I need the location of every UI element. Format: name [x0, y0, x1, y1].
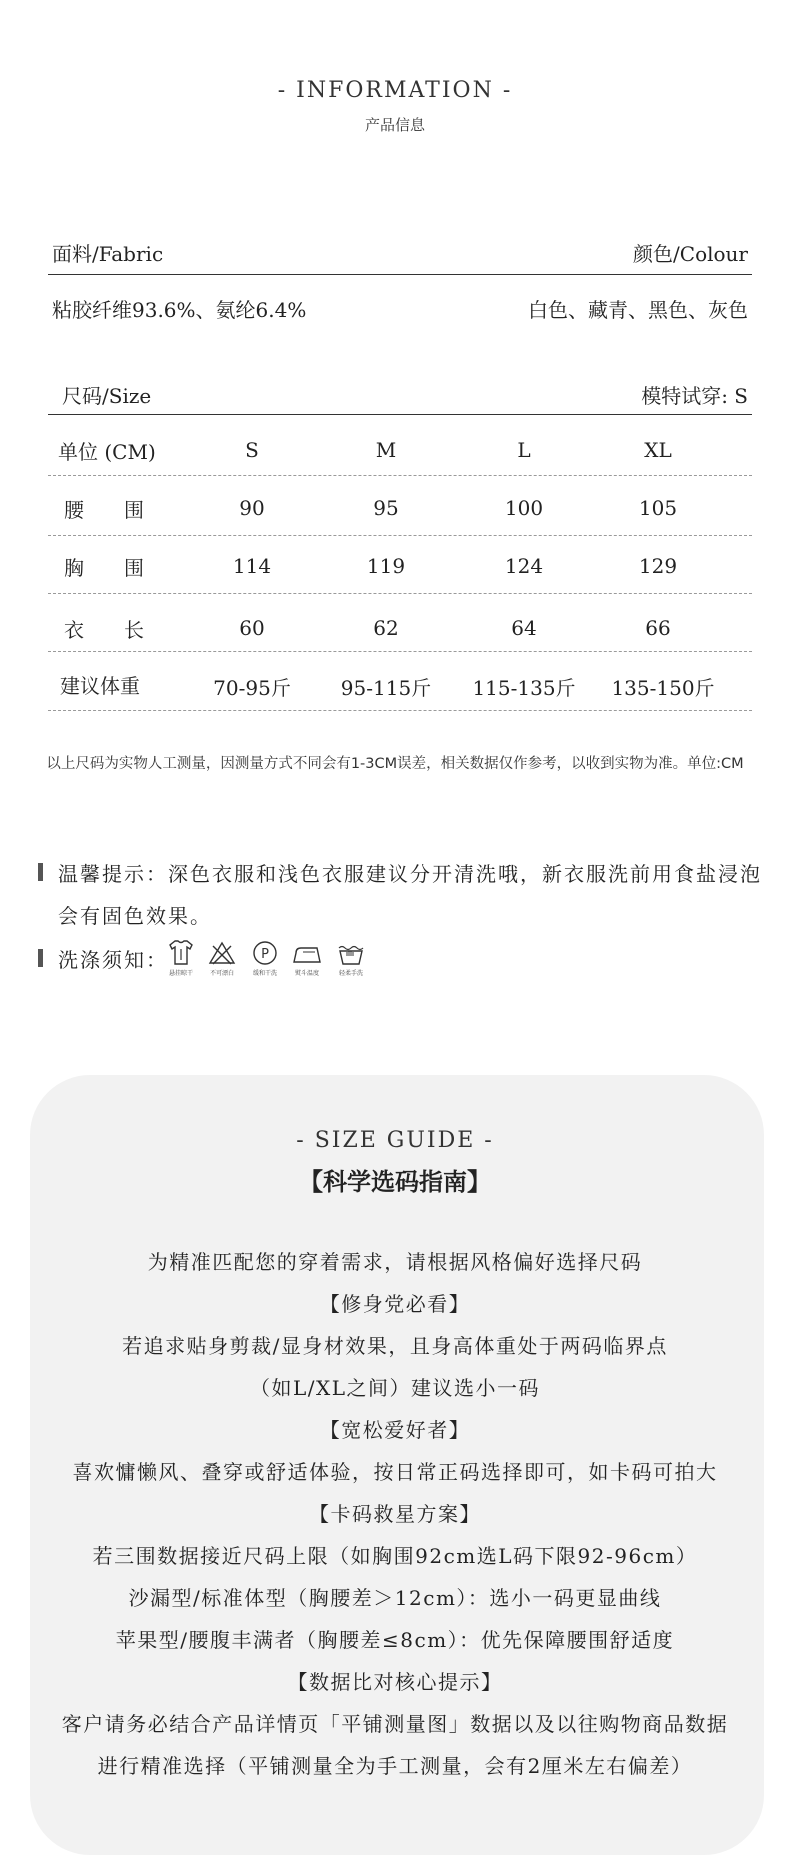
guide-heading-loose: 【宽松爱好者】 — [319, 1418, 471, 1442]
size-table-cell: 90 — [239, 496, 265, 520]
size-table-header-s: S — [245, 438, 259, 462]
size-table-cell: 95 — [373, 496, 399, 520]
size-table-header-unit: 单位 (CM) — [58, 440, 156, 464]
fabric-value: 粘胶纤维93.6%、氨纶6.4% — [52, 298, 307, 322]
size-table-header-l: L — [517, 438, 531, 462]
guide-line: 为精准匹配您的穿着需求，请根据风格偏好选择尺码 — [147, 1250, 643, 1274]
guide-heading-data-compare: 【数据比对核心提示】 — [287, 1670, 503, 1694]
guide-line: 沙漏型/标准体型（胸腰差＞12cm）：选小一码更显曲线 — [128, 1586, 662, 1610]
size-table-cell: 60 — [239, 616, 265, 640]
dry-clean-p-icon — [248, 940, 282, 977]
guide-line: 喜欢慵懒风、叠穿或舒适体验，按日常正码选择即可，如卡码可拍大 — [72, 1460, 718, 1484]
size-table-cell: 124 — [504, 554, 544, 578]
guide-heading-between-sizes: 【卡码救星方案】 — [309, 1502, 481, 1526]
care-caption: 轻柔手洗 — [338, 970, 363, 977]
guide-line: （如L/XL之间）建议选小一码 — [249, 1376, 541, 1400]
care-caption: 熨斗温度 — [294, 970, 319, 977]
size-table-cell: 62 — [373, 616, 399, 640]
washing-tip-line2: 会有固色效果。 — [58, 904, 212, 928]
size-table-cell: 105 — [638, 496, 678, 520]
size-table-cell: 114 — [232, 554, 272, 578]
low-iron-icon — [290, 942, 324, 977]
size-table-cell: 135-150斤 — [611, 676, 715, 700]
size-table-row-label: 胸 围 — [64, 556, 144, 580]
colour-label: 颜色/Colour — [633, 242, 748, 266]
size-guide-title: - SIZE GUIDE - — [296, 1128, 494, 1153]
size-table-row-label: 建议体重 — [60, 674, 140, 698]
model-fit-label: 模特试穿: S — [641, 384, 748, 408]
guide-line: 若三围数据接近尺码上限（如胸围92cm选L码下限92-96cm） — [92, 1544, 698, 1568]
care-instructions-label: 洗涤须知： — [58, 948, 168, 972]
size-table-row-label: 衣 长 — [64, 618, 144, 642]
size-table-cell: 70-95斤 — [213, 676, 291, 700]
guide-line: 客户请务必结合产品详情页「平铺测量图」数据以及以往购物商品数据 — [61, 1712, 729, 1736]
size-label: 尺码/Size — [62, 384, 152, 408]
size-table-cell: 95-115斤 — [340, 676, 432, 700]
size-table-cell: 119 — [366, 554, 406, 578]
guide-heading-slim: 【修身党必看】 — [319, 1292, 471, 1316]
size-guide-subtitle: 【科学选码指南】 — [299, 1167, 491, 1196]
care-caption: 不可漂白 — [209, 970, 234, 977]
care-caption: 缓和干洗 — [252, 970, 277, 977]
size-table-header-xl: XL — [644, 438, 672, 462]
size-table-row-label: 腰 围 — [64, 498, 144, 522]
information-title: - INFORMATION - — [277, 78, 513, 103]
no-bleach-icon — [205, 940, 239, 977]
measurement-note: 以上尺码为实物人工测量，因测量方式不同会有1-3CM误差，相关数据仅作参考，以收到实物为准。单位:CM — [46, 756, 744, 772]
size-table-cell: 115-135斤 — [472, 676, 576, 700]
size-table-cell: 129 — [638, 554, 678, 578]
hang-dry-icon — [164, 938, 198, 977]
guide-line: 若追求贴身剪裁/显身材效果，且身高体重处于两码临界点 — [122, 1334, 668, 1358]
information-subtitle: 产品信息 — [364, 116, 425, 134]
size-table-cell: 66 — [645, 616, 671, 640]
guide-line: 进行精准选择（平铺测量全为手工测量，会有2厘米左右偏差） — [97, 1754, 693, 1778]
fabric-label: 面料/Fabric — [52, 242, 164, 266]
size-table-cell: 100 — [504, 496, 544, 520]
size-table-cell: 64 — [511, 616, 537, 640]
guide-line: 苹果型/腰腹丰满者（胸腰差≤8cm）：优先保障腰围舒适度 — [115, 1628, 675, 1652]
hand-wash-icon — [334, 940, 368, 977]
care-caption: 悬挂晾干 — [168, 970, 193, 977]
washing-tip-line1: 温馨提示：深色衣服和浅色衣服建议分开清洗哦，新衣服洗前用食盐浸泡 — [58, 862, 762, 886]
colour-value: 白色、藏青、黑色、灰色 — [528, 298, 748, 322]
size-table-header-m: M — [375, 438, 397, 462]
svg-text:P: P — [261, 947, 269, 962]
